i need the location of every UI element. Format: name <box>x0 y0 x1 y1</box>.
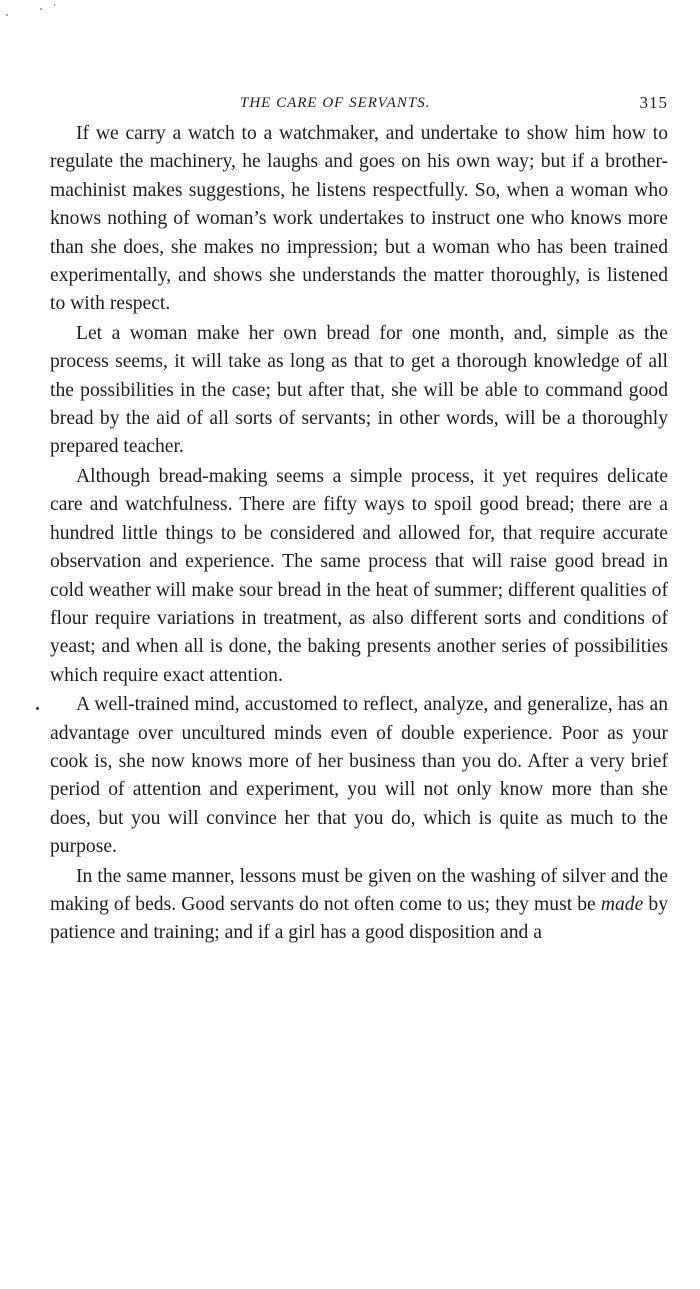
emphasized-word: made <box>600 893 644 915</box>
book-page <box>50 88 668 948</box>
scan-speck <box>54 4 55 6</box>
running-title: THE CARE OF SERVANTS. <box>240 95 431 111</box>
paragraph <box>50 863 668 948</box>
scan-speck <box>6 14 8 16</box>
scan-speck <box>36 707 39 710</box>
running-head <box>50 88 668 118</box>
paragraph: If we carry a watch to a watchmaker, and undertake to show him how to regulate the machinery, he laughs and goes on his own way; but if a brother-machinist makes suggestions, he listens respectfully. So, when a woman who knows nothing of woman’s work undertakes to instruct one who knows more than she does, she makes no impression; but a woman who has been trained experimentally, and shows she understands the matter thoroughly, is listened to with respect. <box>50 123 668 315</box>
scan-speck <box>40 8 42 10</box>
paragraph-text: by patience and training; and if a girl has a good disposition and a <box>50 893 668 944</box>
body-text <box>50 120 668 948</box>
paragraph: Let a woman make her own bread for one month, and, simple as the process seems, it will take as long as that to get a thorough knowledge of all the possibilities in the case; but after that, she will be able to command good bread by the aid of all sorts of servants; in other words, will be a thoroughly prepared teacher. <box>50 322 668 458</box>
page-number: 315 <box>639 93 668 112</box>
paragraph-text: In the same manner, lessons must be given on the washing of silver and the making of beds. Good servants do not often come to us; they must be <box>50 865 668 915</box>
paragraph: Although bread-making seems a simple process, it yet requires delicate care and watchfulness. There are fifty ways to spoil good bread; there are a hundred little things to be considered and allowed for, that require accurate observation and experience. The same process that will raise good bread in cold weather will make sour bread in the heat of summer; different qualities of flour require variations in treatment, as also different sorts and conditions of yeast; and when all is done, the baking presents another series of possibilities which require exact attention. <box>50 465 668 686</box>
paragraph: A well-trained mind, accustomed to reflect, analyze, and generalize, has an advantage over uncultured minds even of double experience. Poor as your cook is, she now knows more of her business than you do. After a very brief period of attention and experiment, you will not only know more than she does, but you will convince her that you do, which is quite as much to the purpose. <box>50 694 668 858</box>
